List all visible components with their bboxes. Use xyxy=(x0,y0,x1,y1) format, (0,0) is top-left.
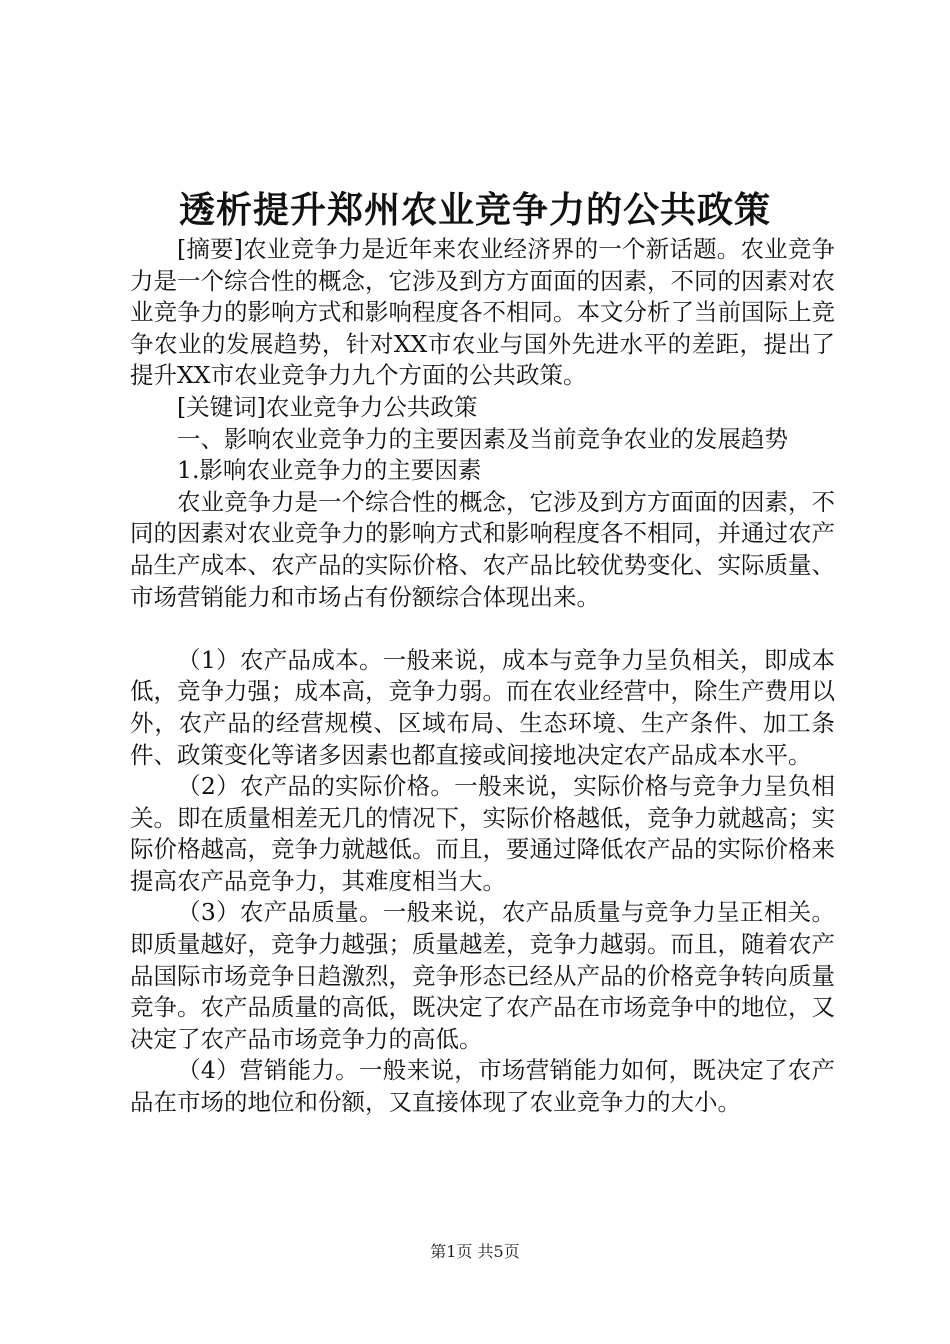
page-footer: 第1页 共5页 xyxy=(430,1242,520,1261)
abstract-paragraph: [摘要]农业竞争力是近年来农业经济界的一个新话题。农业竞争力是一个综合性的概念，它涉及到方方面面的因素，不同的因素对农业竞争力的影响方式和影响程度各不相同。本文分析了当前国际上竞争农业的发展趋势，针对XX市农业与国外先进水平的差距，提出了提升XX市农业竞争力九个方面的公共政策。 xyxy=(130,235,835,390)
body-paragraph: （4）营销能力。一般来说，市场营销能力如何，既决定了农产品在市场的地位和份额，又直接体现了农业竞争力的大小。 xyxy=(130,1056,835,1117)
document-title: 透析提升郑州农业竞争力的公共政策 xyxy=(178,189,771,231)
subsection-heading: 1.影响农业竞争力的主要因素 xyxy=(177,456,482,485)
section-heading: 一、影响农业竞争力的主要因素及当前竞争农业的发展趋势 xyxy=(177,424,788,453)
document-body xyxy=(130,234,835,1119)
body-paragraph: 农业竞争力是一个综合性的概念，它涉及到方方面面的因素，不同的因素对农业竞争力的影响方式和影响程度各不相同，并通过农产品生产成本、农产品的实际价格、农产品比较优势变化、实际质量、市场营销能力和市场占有份额综合体现出来。 xyxy=(130,487,835,611)
body-paragraph: （3）农产品质量。一般来说，农产品质量与竞争力呈正相关。即质量越好，竞争力越强；质量越差，竞争力越弱。而且，随着农产品国际市场竞争日趋激烈，竞争形态已经从产品的价格竞争转向质量竞争。农产品质量的高低，既决定了农产品在市场竞争中的地位，又决定了农产品市场竞争力的高低。 xyxy=(130,898,835,1053)
keywords-paragraph: [关键词]农业竞争力公共政策 xyxy=(177,392,478,421)
body-paragraph: （1）农产品成本。一般来说，成本与竞争力呈负相关，即成本低，竞争力强；成本高，竞争力弱。而在农业经营中，除生产费用以外，农产品的经营规模、区域布局、生态环境、生产条件、加工条件、政策变化等诸多因素也都直接或间接地决定农产品成本水平。 xyxy=(130,645,835,769)
body-paragraph: （2）农产品的实际价格。一般来说，实际价格与竞争力呈负相关。即在质量相差无几的情况下，实际价格越低，竞争力就越高；实际价格越高，竞争力就越低。而且，要通过降低农产品的实际价格来提高农产品竞争力，其难度相当大。 xyxy=(130,772,835,895)
